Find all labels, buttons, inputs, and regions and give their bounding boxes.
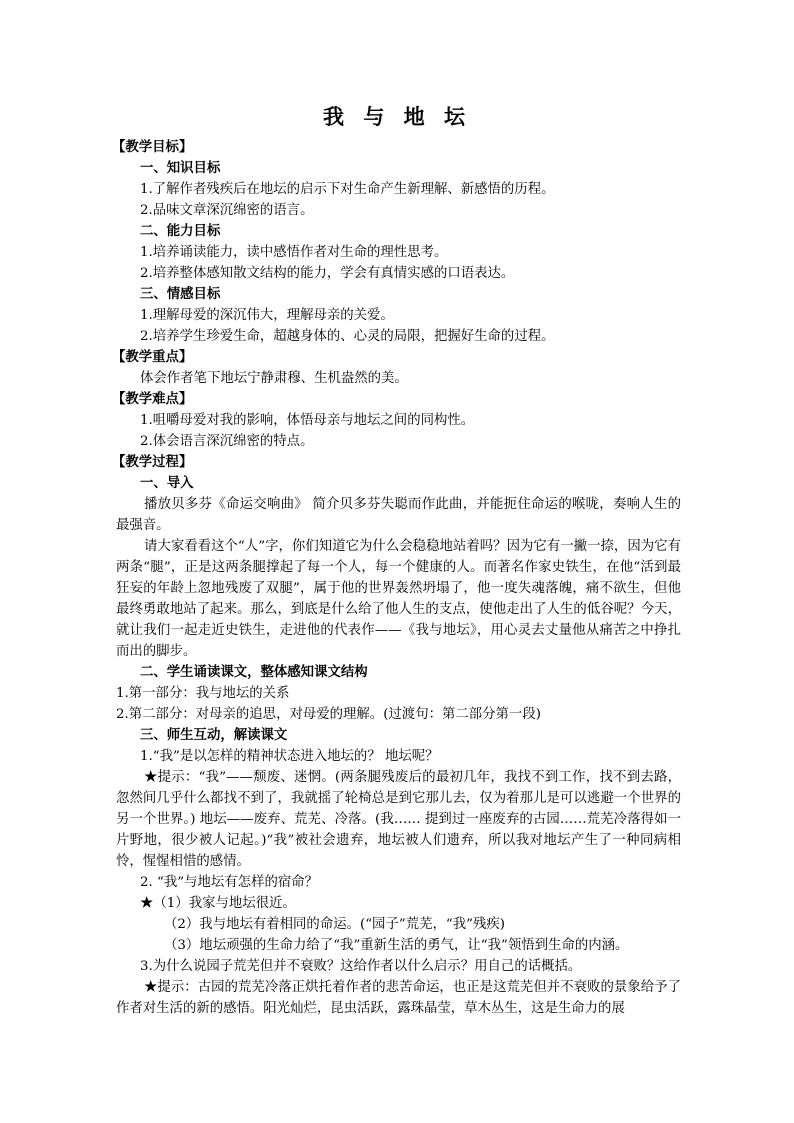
text-line: 1.培养诵读能力，读中感悟作者对生命的理性思考。 (140, 245, 448, 260)
subsection-heading: 三、师生互动，解读课文 (140, 727, 288, 743)
subsection-heading: 二、能力目标 (140, 223, 221, 239)
subsection-heading: 二、学生诵读课文，整体感知课文结构 (140, 664, 368, 680)
text-line: 2.品味文章深沉绵密的语言。 (140, 203, 314, 218)
subsection-heading: 一、导入 (140, 475, 194, 491)
section-heading: 【教学重点】 (112, 349, 193, 365)
section-heading: 【教学过程】 (112, 454, 193, 470)
text-line: 1.“我”是以怎样的精神状态进入地坛的？ 地坛呢？ (140, 749, 439, 764)
section-heading: 【教学目标】 (112, 139, 193, 155)
paragraph: 播放贝多芬《命运交响曲》 简介贝多芬失聪而作此曲，并能扼住命运的喉咙，奏响人生的最强音。 (116, 497, 681, 533)
text-line: 2.第二部分：对母亲的追思，对母爱的理解。(过渡句：第二部分第一段) (116, 707, 541, 722)
text-line: 1.第一部分：我与地坛的关系 (116, 686, 290, 701)
paragraph: ★提示：古园的荒芜冷落正烘托着作者的悲苦命运，也正是这荒芜但并不衰败的景象给予了作者对生活的新的感悟。阳光灿烂，昆虫活跃，露珠晶莹，草木丛生，这是生命力的展 (116, 980, 681, 1016)
text-line: 2.体会语言深沉绵密的特点。 (140, 434, 314, 449)
subsection-heading: 三、情感目标 (140, 286, 221, 302)
text-line: 2. “我”与地坛有怎样的宿命？ (140, 875, 319, 890)
document-title: 我 与 地 坛 (323, 104, 471, 129)
text-line: 1.了解作者残疾后在地坛的启示下对生命产生新理解、新感悟的历程。 (140, 182, 555, 197)
text-line: 体会作者笔下地坛宁静肃穆、生机盎然的美。 (140, 371, 408, 386)
text-line: 1.理解母爱的深沉伟大，理解母亲的关爱。 (140, 308, 394, 323)
section-heading: 【教学难点】 (112, 391, 193, 407)
document-body (112, 137, 681, 1019)
text-line: 2.培养整体感知散文结构的能力，学会有真情实感的口语表达。 (140, 266, 515, 281)
text-line: 2.培养学生珍爱生命，超越身体的、心灵的局限，把握好生命的过程。 (140, 329, 555, 344)
paragraph: ★提示：“我”——颓废、迷惘。(两条腿残废后的最初几年，我找不到工作，找不到去路，忽然间几乎什么都找不到了，我就摇了轮椅总是到它那儿去，仅为着那儿是可以逃避一个世界的另一个世界。) 地坛——废弃、荒芜、冷落。(我…… 提到过一座废弃的古园……荒芜冷落得如一片野地，很少被人记起。)“我”被社会遗弃，地坛被人们遗弃，所以我对地坛产生了一种同病相怜，惺惺相惜的感情。 (116, 770, 681, 869)
subsection-heading: 一、知识目标 (140, 160, 221, 176)
text-line: （2）我与地坛有着相同的命运。(“园子”荒芜，“我”残疾) (164, 917, 505, 932)
text-line: ★（1）我家与地坛很近。 (140, 896, 296, 911)
text-line: 3.为什么说园子荒芜但并不衰败？这给作者以什么启示？用自己的话概括。 (140, 959, 582, 974)
text-line: 1.咀嚼母爱对我的影响，体悟母亲与地坛之间的同构性。 (140, 413, 475, 428)
text-line: （3）地坛顽强的生命力给了“我”重新生活的勇气，让“我”领悟到生命的内涵。 (164, 938, 629, 953)
paragraph: 请大家看看这个“人”字，你们知道它为什么会稳稳地站着吗？因为它有一撇一捺，因为它有两条“腿”，正是这两条腿撑起了每一个人，每一个健康的人。而著名作家史铁生，在他“活到最狂妄的年龄上忽地残废了双腿”，属于他的世界轰然坍塌了，他一度失魂落魄，痛不欲生，但他最终勇敢地站了起来。那么，到底是什么给了他人生的支点，使他走出了人生的低谷呢？今天，就让我们一起走近史铁生，走进他的代表作——《我与地坛》，用心灵去丈量他从痛苦之中挣扎而出的脚步。 (116, 539, 681, 659)
